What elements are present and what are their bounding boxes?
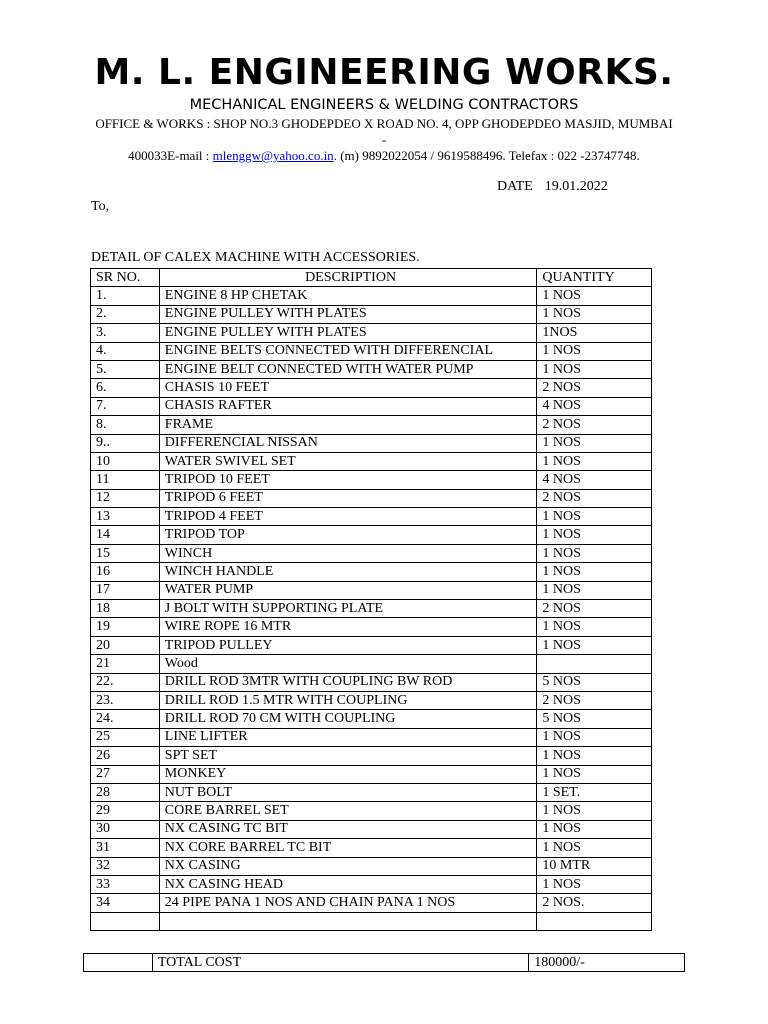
row-quantity: 1 NOS xyxy=(537,434,652,452)
table-row xyxy=(91,416,652,434)
row-sr-no: 6. xyxy=(91,379,160,397)
date-label: DATE xyxy=(497,179,533,194)
row-quantity: 1 NOS xyxy=(537,452,652,470)
table-row xyxy=(91,894,652,912)
row-quantity: 1 NOS xyxy=(537,305,652,323)
row-description: WIRE ROPE 16 MTR xyxy=(159,618,537,636)
row-description: NX CORE BARREL TC BIT xyxy=(159,839,537,857)
company-subtitle: MECHANICAL ENGINEERS & WELDING CONTRACTORS xyxy=(189,97,579,113)
row-sr-no: 10 xyxy=(91,452,160,470)
row-quantity: 1 NOS xyxy=(537,563,652,581)
table-row xyxy=(91,673,652,691)
items-table xyxy=(90,268,652,931)
row-quantity: 1 NOS xyxy=(537,802,652,820)
row-sr-no: 18 xyxy=(91,600,160,618)
row-quantity: 1 NOS xyxy=(537,342,652,360)
row-quantity: 1 NOS xyxy=(537,526,652,544)
table-row xyxy=(91,618,652,636)
table-row xyxy=(91,636,652,654)
row-quantity: 1 NOS xyxy=(537,765,652,783)
table-row xyxy=(91,379,652,397)
row-sr-no: 8. xyxy=(91,416,160,434)
row-sr-no: 32 xyxy=(91,857,160,875)
row-quantity: 10 MTR xyxy=(537,857,652,875)
row-sr-no: 14 xyxy=(91,526,160,544)
table-row xyxy=(91,526,652,544)
table-row xyxy=(91,728,652,746)
row-sr-no: 28 xyxy=(91,783,160,801)
row-sr-no: 15 xyxy=(91,544,160,562)
row-quantity: 5 NOS xyxy=(537,710,652,728)
row-quantity: 1 NOS xyxy=(537,360,652,378)
row-quantity: 2 NOS. xyxy=(537,894,652,912)
row-description: CORE BARREL SET xyxy=(159,802,537,820)
total-row xyxy=(84,954,685,972)
row-description: 24 PIPE PANA 1 NOS AND CHAIN PANA 1 NOS xyxy=(159,894,537,912)
column-header-sr-no: SR NO. xyxy=(91,269,160,287)
row-description: WATER SWIVEL SET xyxy=(159,452,537,470)
row-quantity: 1NOS xyxy=(537,324,652,342)
row-quantity: 5 NOS xyxy=(537,673,652,691)
row-sr-no: 13 xyxy=(91,508,160,526)
table-row xyxy=(91,324,652,342)
row-sr-no: 1. xyxy=(91,287,160,305)
row-description: DRILL ROD 1.5 MTR WITH COUPLING xyxy=(159,691,537,709)
row-quantity: 2 NOS xyxy=(537,691,652,709)
row-quantity: 1 NOS xyxy=(537,820,652,838)
row-sr-no: 9.. xyxy=(91,434,160,452)
company-address xyxy=(92,116,676,164)
table-row xyxy=(91,655,652,673)
row-description: SPT SET xyxy=(159,747,537,765)
row-sr-no: 21 xyxy=(91,655,160,673)
row-sr-no: 34 xyxy=(91,894,160,912)
table-row xyxy=(91,600,652,618)
row-description: NUT BOLT xyxy=(159,783,537,801)
row-sr-no: 33 xyxy=(91,875,160,893)
row-description: TRIPOD 4 FEET xyxy=(159,508,537,526)
row-description: NX CASING TC BIT xyxy=(159,820,537,838)
table-row xyxy=(91,434,652,452)
table-row xyxy=(91,765,652,783)
row-sr-no: 11 xyxy=(91,471,160,489)
date-line xyxy=(497,179,608,195)
total-blank-cell xyxy=(84,954,153,972)
table-row xyxy=(91,489,652,507)
row-description: MONKEY xyxy=(159,765,537,783)
row-sr-no: 19 xyxy=(91,618,160,636)
table-row xyxy=(91,360,652,378)
row-sr-no: 3. xyxy=(91,324,160,342)
row-quantity: 2 NOS xyxy=(537,416,652,434)
row-description: NX CASING HEAD xyxy=(159,875,537,893)
row-quantity: 1 NOS xyxy=(537,839,652,857)
table-row xyxy=(91,452,652,470)
table-row xyxy=(91,544,652,562)
row-description: TRIPOD PULLEY xyxy=(159,636,537,654)
row-sr-no: 20 xyxy=(91,636,160,654)
row-sr-no: 5. xyxy=(91,360,160,378)
row-sr-no: 17 xyxy=(91,581,160,599)
address-line-1: OFFICE & WORKS : SHOP NO.3 GHODEPDEO X ROAD NO. 4, OPP GHODEPDEO MASJID, MUMBAI - xyxy=(95,116,673,147)
row-description: TRIPOD TOP xyxy=(159,526,537,544)
row-description: CHASIS RAFTER xyxy=(159,397,537,415)
total-table xyxy=(83,953,685,972)
row-quantity xyxy=(537,912,652,930)
table-row xyxy=(91,471,652,489)
address-line-2-suffix: . (m) 9892022054 / 9619588496. Telefax : 022 -23747748. xyxy=(333,148,640,163)
row-description: DIFFERENCIAL NISSAN xyxy=(159,434,537,452)
row-description: ENGINE BELT CONNECTED WITH WATER PUMP xyxy=(159,360,537,378)
row-sr-no: 27 xyxy=(91,765,160,783)
row-description: WATER PUMP xyxy=(159,581,537,599)
email-link[interactable]: mlenggw@yahoo.co.in xyxy=(212,148,334,163)
table-row xyxy=(91,839,652,857)
table-row xyxy=(91,875,652,893)
table-row xyxy=(91,397,652,415)
column-header-quantity: QUANTITY xyxy=(537,269,652,287)
address-line-2-prefix: 400033E-mail : xyxy=(128,148,213,163)
row-quantity xyxy=(537,655,652,673)
date-value: 19.01.2022 xyxy=(544,179,608,194)
table-row xyxy=(91,783,652,801)
table-row xyxy=(91,820,652,838)
table-row xyxy=(91,508,652,526)
row-sr-no: 29 xyxy=(91,802,160,820)
table-row xyxy=(91,691,652,709)
table-row xyxy=(91,305,652,323)
row-quantity: 4 NOS xyxy=(537,397,652,415)
row-quantity: 1 NOS xyxy=(537,728,652,746)
row-description: ENGINE PULLEY WITH PLATES xyxy=(159,324,537,342)
row-sr-no: 16 xyxy=(91,563,160,581)
row-sr-no: 2. xyxy=(91,305,160,323)
row-sr-no xyxy=(91,912,160,930)
row-quantity: 1 NOS xyxy=(537,618,652,636)
row-description: ENGINE 8 HP CHETAK xyxy=(159,287,537,305)
table-row xyxy=(91,857,652,875)
row-sr-no: 12 xyxy=(91,489,160,507)
table-row xyxy=(91,710,652,728)
row-quantity: 1 NOS xyxy=(537,544,652,562)
row-description: NX CASING xyxy=(159,857,537,875)
row-quantity: 1 NOS xyxy=(537,875,652,893)
total-value: 180000/- xyxy=(529,954,685,972)
row-description: ENGINE PULLEY WITH PLATES xyxy=(159,305,537,323)
table-row xyxy=(91,287,652,305)
column-header-description: DESCRIPTION xyxy=(159,269,537,287)
row-quantity: 2 NOS xyxy=(537,489,652,507)
table-row xyxy=(91,581,652,599)
row-description: J BOLT WITH SUPPORTING PLATE xyxy=(159,600,537,618)
document-heading: DETAIL OF CALEX MACHINE WITH ACCESSORIES. xyxy=(91,250,420,265)
row-description: Wood xyxy=(159,655,537,673)
row-description: DRILL ROD 3MTR WITH COUPLING BW ROD xyxy=(159,673,537,691)
row-sr-no: 24. xyxy=(91,710,160,728)
table-row xyxy=(91,342,652,360)
table-row xyxy=(91,802,652,820)
row-quantity: 1 NOS xyxy=(537,581,652,599)
total-label: TOTAL COST xyxy=(152,954,528,972)
row-quantity: 1 NOS xyxy=(537,747,652,765)
row-quantity: 1 NOS xyxy=(537,508,652,526)
company-name: M. L. ENGINEERING WORKS. xyxy=(94,52,674,93)
row-description: CHASIS 10 FEET xyxy=(159,379,537,397)
row-quantity: 2 NOS xyxy=(537,600,652,618)
table-row xyxy=(91,563,652,581)
row-quantity: 1 NOS xyxy=(537,636,652,654)
table-row xyxy=(91,747,652,765)
row-sr-no: 25 xyxy=(91,728,160,746)
row-sr-no: 23. xyxy=(91,691,160,709)
row-description xyxy=(159,912,537,930)
row-quantity: 1 NOS xyxy=(537,287,652,305)
row-sr-no: 22. xyxy=(91,673,160,691)
row-quantity: 1 SET. xyxy=(537,783,652,801)
row-description: WINCH HANDLE xyxy=(159,563,537,581)
row-sr-no: 7. xyxy=(91,397,160,415)
table-body xyxy=(91,287,652,931)
row-description: DRILL ROD 70 CM WITH COUPLING xyxy=(159,710,537,728)
row-sr-no: 31 xyxy=(91,839,160,857)
row-quantity: 2 NOS xyxy=(537,379,652,397)
row-description: ENGINE BELTS CONNECTED WITH DIFFERENCIAL xyxy=(159,342,537,360)
row-description: FRAME xyxy=(159,416,537,434)
table-header-row xyxy=(91,269,652,287)
row-sr-no: 4. xyxy=(91,342,160,360)
row-quantity: 4 NOS xyxy=(537,471,652,489)
row-description: TRIPOD 6 FEET xyxy=(159,489,537,507)
row-description: WINCH xyxy=(159,544,537,562)
to-label: To, xyxy=(91,199,110,214)
row-description: TRIPOD 10 FEET xyxy=(159,471,537,489)
row-description: LINE LIFTER xyxy=(159,728,537,746)
table-row xyxy=(91,912,652,930)
row-sr-no: 30 xyxy=(91,820,160,838)
row-sr-no: 26 xyxy=(91,747,160,765)
